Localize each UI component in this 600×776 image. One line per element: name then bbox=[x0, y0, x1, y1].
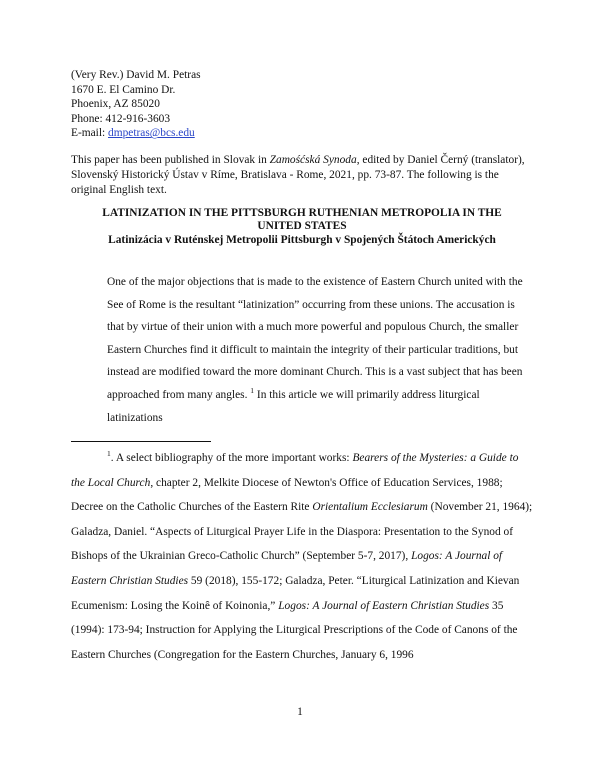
author-contact-block bbox=[71, 68, 201, 141]
footnote-text-5: 35 (1994): 173-94; Instruction for Applying the Liturgical Prescriptions of the Code of Canons of the Eastern Churches (Congregation for the Eastern Churches, January 6, 1996 bbox=[71, 599, 518, 661]
footnote-separator bbox=[71, 441, 211, 442]
publication-book-title: Zamośćská Synoda bbox=[269, 154, 357, 166]
footnote-text-3: (November 21, 1964); Galadza, Daniel. “Aspects of Liturgical Prayer Life in the Diaspora: Presentation to the Synod of Bishops of the Ukrainian Greco-Catholic Church” (September 5-7, 2017), bbox=[71, 501, 533, 563]
footnote-text-2: , chapter 2, Melkite Diocese of Newton's Office of Education Services, 1988; Decree on the Catholic Churches of the Eastern Rite bbox=[71, 476, 503, 514]
title-line-2: UNITED STATES bbox=[257, 220, 347, 233]
footnote-text-1: . A select bibliography of the more important works: bbox=[110, 452, 353, 464]
paragraph-text-continued: In this article we will primarily address liturgical latinizations bbox=[107, 388, 480, 424]
page-number: 1 bbox=[297, 706, 303, 718]
footnote-title-1: Bearers of the Mysteries: a Guide to the Local Church bbox=[71, 452, 519, 489]
email-label: E-mail: bbox=[71, 127, 109, 140]
footnote-text-4: 59 (2018), 155-172; Galadza, Peter. “Liturgical Latinization and Kievan Ecumenism: Losing the Koinê of Koinonia,” bbox=[71, 574, 520, 612]
author-street: 1670 E. El Camino Dr. bbox=[71, 83, 176, 96]
author-name: (Very Rev.) David M. Petras bbox=[71, 69, 201, 81]
email-link[interactable]: dmpetras@bcs.edu bbox=[108, 127, 195, 140]
publication-note bbox=[71, 153, 533, 197]
footnote bbox=[71, 446, 533, 667]
paper-title bbox=[60, 207, 544, 247]
title-slovak: Latinizácia v Ruténskej Metropolii Pittsburgh v Spojených Štátoch Amerických bbox=[108, 233, 496, 246]
footnote-title-2: Orientalium Ecclesiarum bbox=[312, 501, 428, 514]
paragraph-1 bbox=[71, 271, 533, 429]
footnote-mark: 1 bbox=[107, 449, 111, 459]
footnote-title-3: Logos: A Journal of Eastern Christian Studies bbox=[71, 550, 503, 587]
paragraph-text: One of the major objections that is made to the existence of Eastern Church united with the See of Rome is the resultant “latinization” occurring from these unions. The accusation is that by virtue of their union with a much more powerful and populous Church, the smaller Eastern Churches find it difficult to maintain the integrity of their particular traditions, but instead are modified toward the more dominant Church. This is a vast subject that has been approached from many angles. bbox=[107, 276, 523, 401]
author-phone: Phone: 412-916-3603 bbox=[71, 112, 171, 125]
publication-text-2: , edited by Daniel Černý (translator), Slovenský Historický Ústav v Ríme, Bratislava - Rome, 2021, pp. 73-87. The following is the original English text. bbox=[71, 154, 525, 196]
title-line-1: LATINIZATION IN THE PITTSBURGH RUTHENIAN METROPOLIA IN THE bbox=[102, 207, 502, 219]
footnote-reference[interactable]: 1 bbox=[250, 386, 255, 396]
publication-text-1: This paper has been published in Slovak in bbox=[71, 154, 270, 166]
footnote-title-4: Logos: A Journal of Eastern Christian Studies bbox=[278, 599, 490, 612]
author-email-line bbox=[71, 126, 201, 141]
body-paragraph bbox=[71, 271, 533, 429]
author-city: Phoenix, AZ 85020 bbox=[71, 98, 160, 111]
